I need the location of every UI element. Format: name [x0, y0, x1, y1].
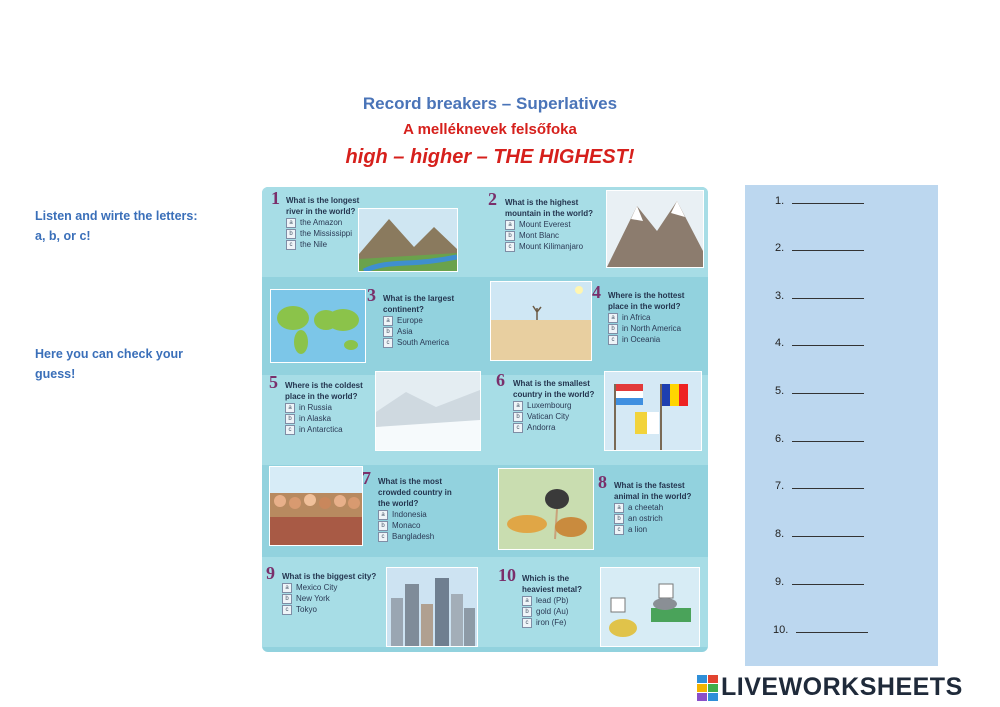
option: a in Africa [608, 312, 698, 323]
answer-row [775, 383, 864, 397]
check-instruction: Here you can check your guess! [35, 347, 183, 381]
metals-image [600, 567, 700, 647]
option-letter: a [505, 220, 515, 230]
answer-input[interactable] [796, 622, 868, 633]
answer-number: 10. [773, 624, 789, 636]
animals-image [498, 468, 594, 550]
mountain-image [606, 190, 704, 268]
question-number: 1 [271, 188, 280, 208]
page-tagline: high – higher – THE HIGHEST! [345, 146, 635, 168]
question-number: 7 [362, 468, 371, 488]
question-text: What is the highest mountain in the world? [505, 198, 593, 218]
option: b in North America [608, 323, 698, 334]
crowd-image [269, 466, 363, 546]
desert-image [490, 281, 592, 361]
option-letter: c [608, 335, 618, 345]
option: a Europe [383, 315, 473, 326]
question-3 [367, 285, 473, 348]
city-image [386, 567, 478, 647]
option-letter: a [378, 510, 388, 520]
option: c the Nile [286, 239, 366, 250]
question-2 [488, 189, 605, 252]
option: c in Antarctica [285, 424, 370, 435]
question-text: What is the largest continent? [383, 294, 455, 314]
option: b Monaco [378, 520, 464, 531]
question-text: Where is the coldest place in the world? [285, 381, 363, 401]
flags-image [604, 371, 702, 451]
option: a Indonesia [378, 509, 464, 520]
option-letter: a [285, 403, 295, 413]
question-5 [269, 372, 370, 435]
answer-number: 3. [775, 290, 785, 302]
answer-input[interactable] [792, 526, 864, 537]
question-text: What is the fastest animal in the world? [614, 481, 692, 501]
option: b New York [282, 593, 382, 604]
question-number: 9 [266, 563, 275, 583]
answer-input[interactable] [792, 335, 864, 346]
option: c South America [383, 337, 473, 348]
option: a the Amazon [286, 217, 366, 228]
question-text: What is the smallest country in the world? [513, 379, 595, 399]
option-letter: c [282, 605, 292, 615]
answer-number: 9. [775, 576, 785, 588]
option: b Vatican City [513, 411, 603, 422]
question-text: What is the longest river in the world? [286, 196, 360, 216]
river-image [358, 208, 458, 272]
option-letter: b [285, 414, 295, 424]
option-letter: b [505, 231, 515, 241]
answer-row [773, 622, 868, 636]
option-letter: b [614, 514, 624, 524]
option-letter: c [383, 338, 393, 348]
question-8 [598, 472, 700, 535]
answer-number: 2. [775, 242, 785, 254]
world-map-image [270, 289, 366, 363]
option: c in Oceania [608, 334, 698, 345]
option: a lead (Pb) [522, 595, 600, 606]
option-letter: a [383, 316, 393, 326]
option-letter: b [522, 607, 532, 617]
option-letter: a [282, 583, 292, 593]
question-number: 3 [367, 285, 376, 305]
option-letter: c [513, 423, 523, 433]
option: c Bangladesh [378, 531, 464, 542]
answer-row [775, 431, 864, 445]
question-number: 5 [269, 372, 278, 392]
answer-number: 4. [775, 337, 785, 349]
answers-panel [745, 185, 938, 666]
answer-row [775, 526, 864, 540]
option: c Mount Kilimanjaro [505, 241, 605, 252]
question-number: 4 [592, 282, 601, 302]
option: b an ostrich [614, 513, 700, 524]
snow-image [375, 371, 481, 451]
option: b in Alaska [285, 413, 370, 424]
option-letter: c [285, 425, 295, 435]
option-letter: a [614, 503, 624, 513]
answer-row [775, 478, 864, 492]
option-letter: a [513, 401, 523, 411]
answer-row [775, 574, 864, 588]
option: c iron (Fe) [522, 617, 600, 628]
option: b Asia [383, 326, 473, 337]
option-letter: c [286, 240, 296, 250]
answer-input[interactable] [792, 574, 864, 585]
option: a Mexico City [282, 582, 382, 593]
answer-input[interactable] [792, 383, 864, 394]
question-9 [266, 563, 382, 615]
option-letter: b [383, 327, 393, 337]
option-letter: c [505, 242, 515, 252]
question-1 [271, 188, 366, 250]
option-letter: b [378, 521, 388, 531]
option-letter: b [282, 594, 292, 604]
answer-input[interactable] [792, 193, 864, 204]
listen-instruction: Listen and wirte the letters: a, b, or c! [35, 209, 215, 243]
page-subtitle: A melléknevek felsőfoka [403, 121, 577, 138]
answer-row [775, 288, 864, 302]
option: a Luxembourg [513, 400, 603, 411]
question-number: 6 [496, 370, 505, 390]
question-number: 8 [598, 472, 607, 492]
option-letter: c [378, 532, 388, 542]
answer-row [775, 335, 864, 349]
option: b gold (Au) [522, 606, 600, 617]
answer-input[interactable] [792, 478, 864, 489]
answer-row [775, 193, 864, 207]
logo-text: LIVEWORKSHEETS [721, 672, 963, 701]
question-text: Which is the heaviest metal? [522, 574, 583, 594]
option-letter: c [614, 525, 624, 535]
answer-input[interactable] [792, 288, 864, 299]
question-text: What is the most crowded country in the world? [378, 477, 452, 508]
option: c Tokyo [282, 604, 382, 615]
option: c a lion [614, 524, 700, 535]
answer-row [775, 240, 864, 254]
liveworksheets-logo[interactable] [697, 672, 963, 702]
answer-input[interactable] [792, 431, 864, 442]
option: a a cheetah [614, 502, 700, 513]
question-number: 10 [498, 565, 516, 585]
quiz-panel [262, 187, 708, 652]
question-6 [496, 370, 603, 433]
question-10 [498, 565, 600, 628]
answer-number: 5. [775, 385, 785, 397]
option-letter: a [286, 218, 296, 228]
answer-number: 1. [775, 195, 785, 207]
option: b the Mississippi [286, 228, 366, 239]
option-letter: a [608, 313, 618, 323]
option-letter: b [608, 324, 618, 334]
option-letter: b [513, 412, 523, 422]
logo-mark-icon [697, 675, 717, 699]
option-letter: c [522, 618, 532, 628]
option: a Mount Everest [505, 219, 605, 230]
answer-number: 7. [775, 480, 785, 492]
question-text: Where is the hottest place in the world? [608, 291, 685, 311]
question-number: 2 [488, 189, 497, 209]
page-title: Record breakers – Superlatives [362, 94, 618, 113]
answer-input[interactable] [792, 240, 864, 251]
question-4 [592, 282, 698, 345]
option-letter: b [286, 229, 296, 239]
question-7 [362, 468, 464, 542]
option-letter: a [522, 596, 532, 606]
option: c Andorra [513, 422, 603, 433]
option: a in Russia [285, 402, 370, 413]
question-text: What is the biggest city? [282, 572, 377, 581]
answer-number: 8. [775, 528, 785, 540]
option: b Mont Blanc [505, 230, 605, 241]
answer-number: 6. [775, 433, 785, 445]
